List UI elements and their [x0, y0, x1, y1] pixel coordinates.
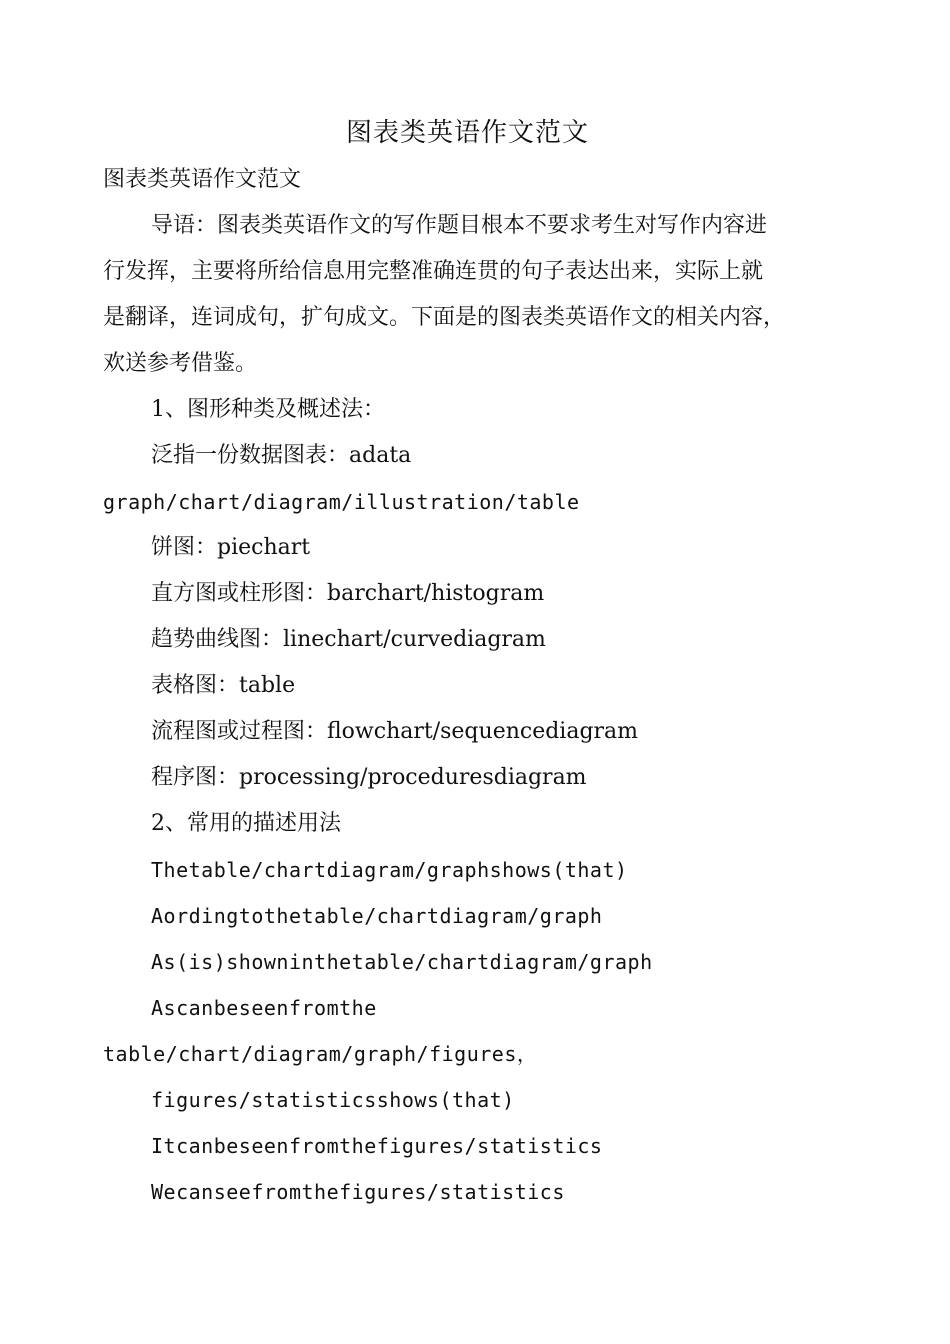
usage-line: Ascanbeseenfromthe	[151, 996, 377, 1020]
chart-type-line: 程序图：processing/proceduresdiagram	[151, 765, 587, 790]
usage-line: Thetable/chartdiagram/graphshows(that)	[151, 858, 628, 882]
chart-type-line: 饼图：piechart	[151, 535, 311, 560]
usage-line: Itcanbeseenfromthefigures/statistics	[151, 1134, 603, 1158]
section2-heading: 2、常用的描述用法	[151, 811, 341, 836]
usage-line: Wecanseefromthefigures/statistics	[151, 1180, 565, 1204]
usage-line: figures/statisticsshows(that)	[151, 1088, 515, 1112]
intro-paragraph-line: 行发挥，主要将所给信息用完整准确连贯的句子表达出来，实际上就	[103, 259, 764, 284]
intro-paragraph-line: 是翻译，连词成句，扩句成文。下面是的图表类英语作文的相关内容，	[103, 305, 786, 330]
usage-line: As(is)showninthetable/chartdiagram/graph	[151, 950, 653, 974]
usage-line: Aordingtothetable/chartdiagram/graph	[151, 904, 603, 928]
intro-paragraph-line: 导语：图表类英语作文的写作题目根本不要求考生对写作内容进	[151, 213, 768, 238]
intro-paragraph-line: 欢送参考借鉴。	[103, 351, 258, 376]
chart-type-line: 直方图或柱形图：barchart/histogram	[151, 581, 545, 606]
chart-type-line: 趋势曲线图：linechart/curvediagram	[151, 627, 546, 652]
chart-type-line: 表格图：table	[151, 673, 296, 698]
chart-type-line: 流程图或过程图：flowchart/sequencediagram	[151, 719, 639, 744]
document-subtitle: 图表类英语作文范文	[103, 167, 302, 192]
chart-type-line: 泛指一份数据图表：adata	[151, 443, 412, 468]
section1-heading: 1、图形种类及概述法：	[151, 397, 385, 422]
chart-type-line-continued: graph/chart/diagram/illustration/table	[103, 490, 580, 514]
document-title: 图表类英语作文范文	[345, 118, 589, 148]
usage-line-continued: table/chart/diagram/graph/figures，	[103, 1042, 538, 1066]
